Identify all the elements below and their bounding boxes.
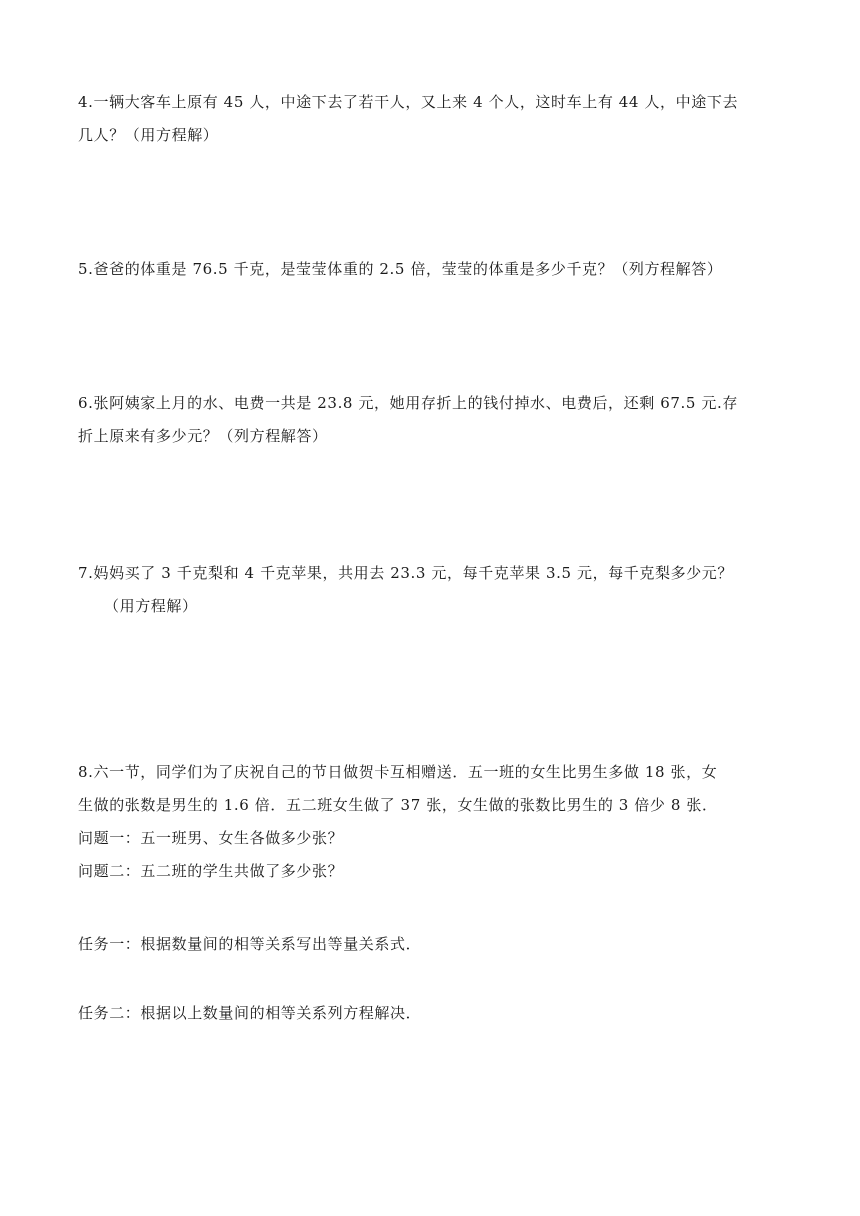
problem-7-line-2: （用方程解） [104, 597, 198, 615]
problem-8-question-2: 问题二：五二班的学生共做了多少张？ [78, 862, 344, 880]
problem-8-line-1: 8.六一节，同学们为了庆祝自己的节日做贺卡互相赠送．五一班的女生比男生多做 18 张，女 [78, 763, 718, 781]
problem-7 [78, 557, 788, 623]
problem-6 [78, 387, 788, 453]
problem-6-line-2: 折上原来有多少元？（列方程解答） [78, 427, 328, 445]
problem-8-task-1 [78, 928, 788, 961]
problem-4 [78, 86, 788, 152]
problem-6-line-1: 6.张阿姨家上月的水、电费一共是 23.8 元，她用存折上的钱付掉水、电费后，还剩 67.5 元.存 [78, 394, 738, 412]
problem-8-task-2-text: 任务二：根据以上数量间的相等关系列方程解决． [78, 1004, 422, 1022]
problem-8-question-1: 问题一：五一班男、女生各做多少张？ [78, 829, 344, 847]
problem-4-line-1: 4.一辆大客车上原有 45 人，中途下去了若干人，又上来 4 个人，这时车上有 44 人，中途下去 [78, 93, 739, 111]
problem-8-line-2: 生做的张数是男生的 1.6 倍．五二班女生做了 37 张，女生做的张数比男生的 3 倍少 8 张． [78, 796, 718, 814]
problem-5 [78, 253, 788, 286]
problem-8-task-1-text: 任务一：根据数量间的相等关系写出等量关系式． [78, 935, 422, 953]
problem-5-line-1: 5.爸爸的体重是 76.5 千克，是莹莹体重的 2.5 倍，莹莹的体重是多少千克？（列方程解答） [78, 260, 723, 278]
problem-4-line-2: 几人？（用方程解） [78, 126, 219, 144]
problem-7-line-1: 7.妈妈买了 3 千克梨和 4 千克苹果，共用去 23.3 元，每千克苹果 3.5 元，每千克梨多少元？ [78, 564, 733, 582]
problem-8 [78, 756, 788, 888]
problem-8-task-2 [78, 997, 788, 1030]
